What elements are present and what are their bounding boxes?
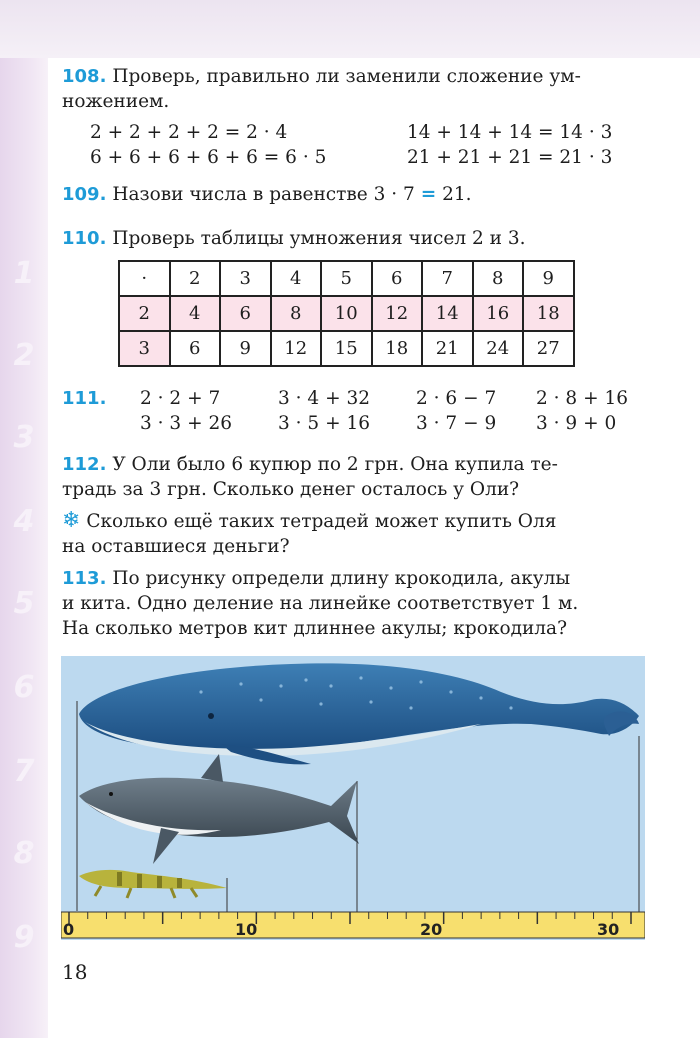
- side-number: 3: [13, 420, 35, 455]
- side-number: 9: [13, 920, 35, 955]
- table-cell: 24: [473, 331, 524, 366]
- table-cell: 18: [372, 331, 423, 366]
- table-cell: 10: [321, 296, 372, 331]
- exercise-text: 21.: [436, 184, 472, 205]
- exercise-number: 110.: [62, 228, 107, 249]
- multiplication-table: [118, 260, 575, 367]
- exercise-text: Сколько ещё таких тетрадей может купить Оля: [86, 511, 557, 532]
- exercise-text: У Оли было 6 купюр по 2 грн. Она купила те-: [112, 454, 558, 475]
- expression: 2 · 2 + 7: [140, 388, 221, 409]
- equals-sign: =: [420, 184, 437, 205]
- table-cell: 6: [372, 261, 423, 296]
- side-number: 1: [13, 256, 35, 291]
- table-cell: 12: [372, 296, 423, 331]
- table-cell: ·: [119, 261, 170, 296]
- table-cell: 3: [220, 261, 271, 296]
- exercise-109: [62, 182, 647, 207]
- side-number: 7: [13, 754, 35, 789]
- exercise-text: ножением.: [62, 91, 170, 112]
- table-row: [119, 331, 574, 366]
- table-cell: 21: [422, 331, 473, 366]
- exercise-text: На сколько метров кит длиннее акулы; крокодила?: [62, 618, 568, 639]
- ruler-label: 0: [63, 920, 75, 939]
- exercise-108: [62, 64, 647, 114]
- exercise-113: [62, 566, 647, 641]
- side-number: 4: [13, 504, 35, 539]
- exercise-text: Проверь таблицы умножения чисел 2 и 3.: [112, 228, 526, 249]
- table-cell: 18: [523, 296, 574, 331]
- exercise-110: [62, 226, 647, 251]
- side-number: 2: [13, 338, 35, 373]
- page-number: 18: [62, 960, 88, 984]
- animals-illustration: [61, 656, 645, 940]
- ruler: [61, 912, 645, 939]
- table-cell: 12: [271, 331, 322, 366]
- exercise-number: 108.: [62, 66, 107, 87]
- expression: 3 · 4 + 32: [278, 388, 370, 409]
- exercise-number: 113.: [62, 568, 107, 589]
- snowflake-icon: ❄: [62, 508, 81, 533]
- side-number: 5: [13, 586, 35, 621]
- ruler-label: 30: [597, 920, 620, 939]
- exercise-text: Проверь, правильно ли заменили сложение ум-: [112, 66, 581, 87]
- exercise-number: 109.: [62, 184, 107, 205]
- table-cell: 14: [422, 296, 473, 331]
- exercise-number: 112.: [62, 454, 107, 475]
- table-cell: 16: [473, 296, 524, 331]
- equation: 6 + 6 + 6 + 6 + 6 = 6 · 5: [90, 147, 327, 168]
- table-cell: 6: [220, 296, 271, 331]
- expression: 3 · 5 + 16: [278, 413, 370, 434]
- exercise-number: 111.: [62, 388, 107, 409]
- exercise-text: и кита. Одно деление на линейке соответствует 1 м.: [62, 593, 579, 614]
- table-header-row: [119, 261, 574, 296]
- expression: 3 · 9 + 0: [536, 413, 617, 434]
- table-cell: 4: [271, 261, 322, 296]
- table-cell: 5: [321, 261, 372, 296]
- table-cell: 3: [119, 331, 170, 366]
- expression: 2 · 6 − 7: [416, 388, 497, 409]
- exercise-text: на оставшиеся деньги?: [62, 536, 290, 557]
- side-number: 8: [13, 836, 35, 871]
- table-cell: 8: [473, 261, 524, 296]
- ruler-label: 10: [235, 920, 258, 939]
- table-cell: 9: [220, 331, 271, 366]
- expression: 2 · 8 + 16: [536, 388, 628, 409]
- table-cell: 7: [422, 261, 473, 296]
- equation: 14 + 14 + 14 = 14 · 3: [407, 122, 613, 143]
- table-cell: 6: [170, 331, 221, 366]
- table-cell: 8: [271, 296, 322, 331]
- table-cell: 2: [170, 261, 221, 296]
- exercise-text: По рисунку определи длину крокодила, акулы: [112, 568, 571, 589]
- exercise-112: [62, 452, 647, 502]
- side-number: 6: [13, 670, 35, 705]
- side-band: [0, 58, 48, 1038]
- equation: 2 + 2 + 2 + 2 = 2 · 4: [90, 122, 288, 143]
- table-cell: 2: [119, 296, 170, 331]
- table-cell: 9: [523, 261, 574, 296]
- top-band: [0, 0, 700, 58]
- exercise-text: традь за 3 грн. Сколько денег осталось у Оли?: [62, 479, 520, 500]
- ruler-label: 20: [420, 920, 443, 939]
- expression: 3 · 7 − 9: [416, 413, 497, 434]
- table-cell: 27: [523, 331, 574, 366]
- table-cell: 15: [321, 331, 372, 366]
- exercise-text: Назови числа в равенстве 3 · 7: [112, 184, 421, 205]
- expression: 3 · 3 + 26: [140, 413, 232, 434]
- table-row: [119, 296, 574, 331]
- table-cell: 4: [170, 296, 221, 331]
- exercise-112-extra: [62, 508, 647, 559]
- equation: 21 + 21 + 21 = 21 · 3: [407, 147, 613, 168]
